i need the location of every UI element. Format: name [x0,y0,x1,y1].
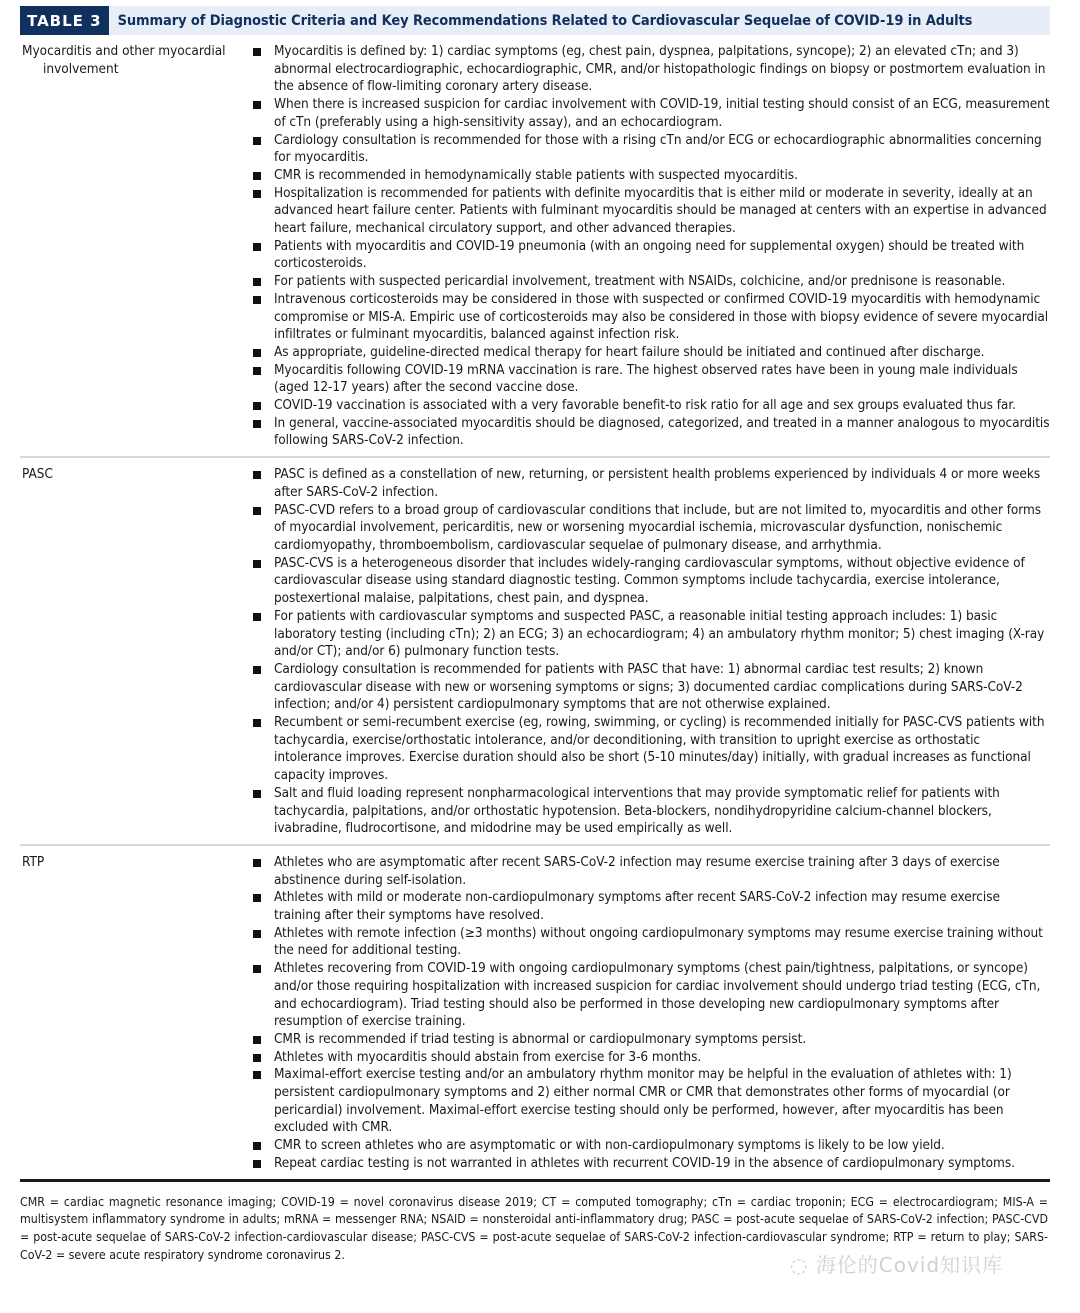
list-item [250,185,1050,238]
list-item [250,1049,1050,1067]
list-item [250,132,1050,167]
section-label-text: RTP [22,853,45,870]
list-item [250,415,1050,450]
list-item [250,291,1050,344]
square-bullet-icon [253,1036,261,1044]
square-bullet-icon [253,48,261,56]
list-item-text: Athletes with mild or moderate non-cardiopulmonary symptoms after recent SARS-CoV-2 infection may resume exercise training after their symptoms have resolved. [274,889,1000,924]
list-item [250,1066,1050,1137]
list-item-text: PASC is defined as a constellation of new, returning, or persistent health problems experienced by individuals 4 or more weeks after SARS-CoV-2 infection. [274,466,1041,500]
list-item [250,555,1050,608]
square-bullet-icon [253,137,261,145]
list-item [250,238,1050,273]
list-item-text: When there is increased suspicion for cardiac involvement with COVID-19, initial testing should consist of an ECG, measurement of cTn (preferably using a high-sensitivity assay), and an echocardiogram. [274,96,1050,130]
list-item [250,397,1050,415]
list-item-text: In general, vaccine-associated myocarditis should be diagnosed, categorized, and treated in a manner analogous to myocarditis following SARS-CoV-2 infection. [274,414,1050,449]
square-bullet-icon [253,243,261,251]
list-item-text: Myocarditis following COVID-19 mRNA vaccination is rare. The highest observed rates have been in young male individuals (aged 12-17 years) after the second vaccine dose. [274,361,1018,396]
square-bullet-icon [253,613,261,621]
list-item-text: Intravenous corticosteroids may be considered in those with suspected or confirmed COVID-19 myocarditis with hemodynamic compromise or MIS-A. Empiric use of corticosteroids may also be considered in those with biopsy evidence of severe myocardial infiltrates or fulminant myocarditis, balanced against infection risk. [274,290,1049,343]
watermark-logo: ◌ 海伦的Covid知识库 [790,1253,1004,1277]
list-item [250,273,1050,291]
list-item [250,661,1050,714]
list-item [250,925,1050,960]
list-item-text: Athletes who are asymptomatic after recent SARS-CoV-2 infection may resume exercise training after 3 days of exercise abstinence during self-isolation. [274,853,1000,888]
table-page [20,6,1050,1264]
square-bullet-icon [253,190,261,198]
square-bullet-icon [253,420,261,428]
abbreviations-footnote: CMR = cardiac magnetic resonance imaging; COVID-19 = novel coronavirus disease 2019; CT = computed tomography; cTn = cardiac troponin; ECG = electrocardiogram; MIS-A = multisystem inflammatory syndrome in adults; mRNA = messenger RNA; NSAID = nonsteroidal anti-inflammatory drug; PASC = post-acute sequelae of SARS-CoV-2 infection; PASC-CVD = post-acute sequelae of SARS-CoV-2 infection-cardiovascular disease; PASC-CVS = post-acute sequelae of SARS-CoV-2 infection-cardiovascular syndrome; RTP = return to play; SARS-CoV-2 = severe acute respiratory syndrome coronavirus 2. [20,1194,1048,1262]
square-bullet-icon [253,1071,261,1079]
square-bullet-icon [253,894,261,902]
square-bullet-icon [253,402,261,410]
square-bullet-icon [253,471,261,479]
square-bullet-icon [253,859,261,867]
list-item-text: Athletes with remote infection (≥3 months) without ongoing cardiopulmonary symptoms may resume exercise training without the need for additional testing. [274,924,1043,959]
square-bullet-icon [253,965,261,973]
square-bullet-icon [253,666,261,674]
square-bullet-icon [253,560,261,568]
section-label [20,466,250,838]
list-item-text: Hospitalization is recommended for patients with definite myocarditis that is either mild or moderate in severity, ideally at an advanced heart failure center. Patients with fulminant myocarditis should be managed at centers with an expertise in advanced heart failure, mechanical circulatory support, and other advanced therapies. [274,184,1047,237]
table-section [20,846,1050,1182]
list-item [250,43,1050,96]
recommendation-list [250,854,1050,1173]
table-body [20,35,1050,1182]
table-title: Summary of Diagnostic Criteria and Key Recommendations Related to Cardiovascular Sequelae of COVID-19 in Adults [117,12,973,29]
list-item [250,96,1050,131]
list-item-text: PASC-CVS is a heterogeneous disorder that includes widely-ranging cardiovascular symptoms, without objective evidence of cardiovascular disease using standard diagnostic testing. Common symptoms include tachycardia, exercise intolerance, postexertional malaise, palpitations, chest pain, and dyspnea. [274,554,1025,607]
list-item [250,167,1050,185]
list-item [250,1031,1050,1049]
square-bullet-icon [253,278,261,286]
square-bullet-icon [253,1142,261,1150]
list-item-text: Repeat cardiac testing is not warranted in athletes with recurrent COVID-19 in the absence of cardiopulmonary symptoms. [274,1154,1015,1171]
list-item-text: CMR is recommended if triad testing is abnormal or cardiopulmonary symptoms persist. [274,1030,807,1047]
list-item-text: Maximal-effort exercise testing and/or an ambulatory rhythm monitor may be helpful in the evaluation of athletes with: 1) persistent cardiopulmonary symptoms and 2) either normal CMR or CMR that demonstrates other forms of myocardial (or pericardial) involvement. Maximal-effort exercise testing should only be performed, however, after myocarditis has been excluded with CMR. [274,1066,1012,1136]
square-bullet-icon [253,101,261,109]
square-bullet-icon [253,790,261,798]
square-bullet-icon [253,930,261,938]
list-item [250,714,1050,785]
list-item [250,608,1050,661]
list-item-text: Cardiology consultation is recommended for those with a rising cTn and/or ECG or echocardiographic abnormalities concerning for myocarditis. [274,131,1042,166]
list-item [250,362,1050,397]
section-label [20,43,250,450]
square-bullet-icon [253,296,261,304]
list-item-text: Cardiology consultation is recommended for patients with PASC that have: 1) abnormal cardiac test results; 2) known cardiovascular disease with new or worsening symptoms or signs; 3) documented cardiac complications during SARS-CoV-2 infection; and/or 4) persistent cardiopulmonary symptoms that are not otherwise explained. [274,660,1023,713]
recommendation-list [250,43,1050,450]
list-item-text: Salt and fluid loading represent nonpharmacological interventions that may provide symptomatic relief for patients with tachycardia, palpitations, and/or orthostatic hypotension. Beta-blockers, nondihydropyridine calcium-channel blockers, ivabradine, fludrocortisone, and midodrine may be used empirically as well. [274,784,1000,837]
list-item-text: For patients with cardiovascular symptoms and suspected PASC, a reasonable initial testing approach includes: 1) basic laboratory testing (including cTn); 2) an ECG; 3) an echocardiogram; 4) an ambulatory rhythm monitor; 5) chest imaging (X-ray and/or CT); and/or 6) pulmonary function tests. [274,607,1045,660]
list-item-text: COVID-19 vaccination is associated with a very favorable benefit-to risk ratio for all age and sex groups evaluated thus far. [274,397,1016,414]
list-item-text: CMR is recommended in hemodynamically stable patients with suspected myocarditis. [274,166,798,183]
list-item-text: Recumbent or semi-recumbent exercise (eg, rowing, swimming, or cycling) is recommended initially for PASC-CVS patients with tachycardia, exercise/orthostatic intolerance, and/or deconditioning, with transition to upright exercise as orthostatic intolerance improves. Exercise duration should also be short (5-10 minutes/day) initially, with gradual increases as functional capacity improves. [274,714,1045,784]
watermark-text: 海伦的Covid知识库 [815,1253,1004,1277]
section-label-text: Myocarditis and other myocardial involvement [22,43,226,77]
list-item-text: Patients with myocarditis and COVID-19 pneumonia (with an ongoing need for supplemental oxygen) should be treated with corticosteroids. [274,237,1025,272]
list-item-text: Athletes with myocarditis should abstain from exercise for 3-6 months. [274,1048,702,1065]
list-item [250,1155,1050,1173]
list-item-text: PASC-CVD refers to a broad group of cardiovascular conditions that include, but are not limited to, myocarditis and other forms of myocardial involvement, pericarditis, new or worsening myocardial ischemia, microvascular dysfunction, nonischemic cardiomyopathy, thromboembolism, cardiovascular sequelae of pulmonary disease, and arrhythmia. [274,501,1042,553]
list-item-text: Athletes recovering from COVID-19 with ongoing cardiopulmonary symptoms (chest pain/tightness, palpitations, or syncope) and/or those requiring hospitalization with increased suspicion for cardiac involvement should undergo triad testing (ECG, cTn, and echocardiogram). Triad testing should also be performed in those developing new cardiopulmonary symptoms after resumption of exercise training. [274,960,1041,1030]
section-label-text: PASC [22,466,53,483]
section-label [20,854,250,1173]
list-item [250,466,1050,501]
recommendation-list [250,466,1050,838]
list-item [250,960,1050,1031]
square-bullet-icon [253,719,261,727]
list-item-text: As appropriate, guideline-directed medical therapy for heart failure should be initiated and continued after discharge. [274,343,985,360]
list-item [250,344,1050,362]
table-number-tag: TABLE 3 [20,6,109,35]
square-bullet-icon [253,349,261,357]
list-item [250,502,1050,555]
square-bullet-icon [253,507,261,515]
square-bullet-icon [253,172,261,180]
list-item-text: CMR to screen athletes who are asymptomatic or with non-cardiopulmonary symptoms is likely to be low yield. [274,1137,945,1154]
list-item [250,889,1050,924]
square-bullet-icon [253,1054,261,1062]
list-item [250,854,1050,889]
square-bullet-icon [253,367,261,375]
square-bullet-icon [253,1160,261,1168]
list-item-text: For patients with suspected pericardial involvement, treatment with NSAIDs, colchicine, and/or prednisone is reasonable. [274,273,1006,290]
list-item-text: Myocarditis is defined by: 1) cardiac symptoms (eg, chest pain, dyspnea, palpitations, syncope); 2) an elevated cTn; and 3) abnormal electrocardiographic, echocardiographic, CMR, and/or histopathologic findings on biopsy or postmortem evaluation in the absence of flow-limiting coronary artery disease. [274,43,1046,95]
table-section [20,458,1050,846]
table-title-bar [20,6,1050,35]
list-item [250,785,1050,838]
table-section [20,35,1050,458]
list-item [250,1137,1050,1155]
